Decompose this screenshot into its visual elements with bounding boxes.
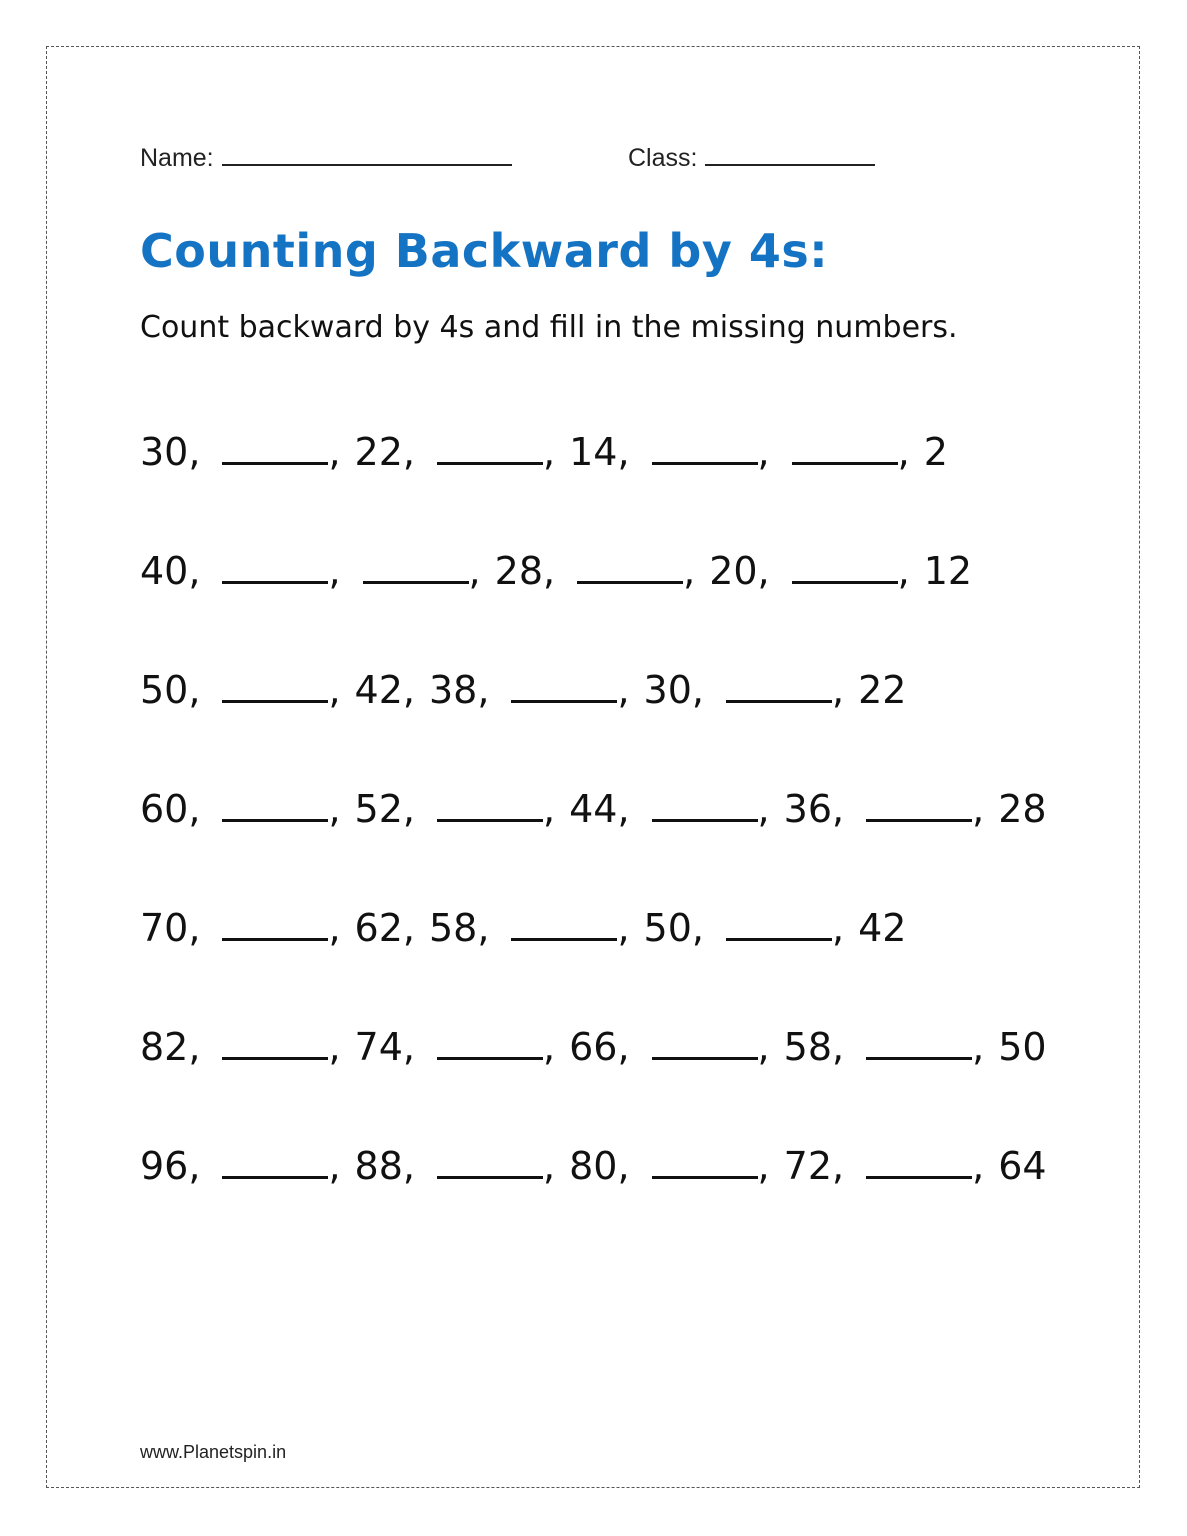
comma-separator: , <box>617 1025 630 1069</box>
sequence-item <box>784 1025 858 1069</box>
answer-blank[interactable] <box>437 1145 543 1179</box>
sequence-row <box>140 1144 1120 1263</box>
answer-blank[interactable] <box>437 431 543 465</box>
sequence-row <box>140 549 1120 668</box>
answer-blank[interactable] <box>363 550 469 584</box>
sequence-number: 44 <box>569 787 618 831</box>
sequence-item-blank <box>718 906 858 950</box>
sequence-number: 30 <box>140 430 189 474</box>
sequence-item <box>140 430 214 474</box>
sequence-item <box>924 549 972 593</box>
sequence-number: 28 <box>494 549 543 593</box>
sequence-item <box>644 906 718 950</box>
sequence-item <box>569 787 643 831</box>
comma-separator: , <box>477 906 490 950</box>
comma-separator: , <box>328 430 341 474</box>
sequence-number: 58 <box>783 1025 832 1069</box>
sequence-item-blank <box>429 1144 569 1188</box>
sequence-row <box>140 787 1120 906</box>
sequence-item <box>998 1025 1046 1069</box>
sequence-number: 12 <box>923 549 973 593</box>
sequence-row <box>140 668 1120 787</box>
sequence-item <box>355 1025 429 1069</box>
sequence-number: 70 <box>140 906 189 950</box>
comma-separator: , <box>757 787 770 831</box>
sequence-item <box>998 1144 1046 1188</box>
sequence-number: 50 <box>140 668 189 712</box>
class-label: Class: <box>628 144 698 172</box>
sequence-item-blank <box>644 787 784 831</box>
answer-blank[interactable] <box>652 431 758 465</box>
answer-blank[interactable] <box>511 907 617 941</box>
sequence-item-blank <box>858 1144 998 1188</box>
sequence-item <box>140 1144 214 1188</box>
comma-separator: , <box>617 668 630 712</box>
comma-separator: , <box>972 1144 985 1188</box>
sequence-number: 80 <box>569 1144 618 1188</box>
sequence-item <box>569 1025 643 1069</box>
answer-blank[interactable] <box>652 1026 758 1060</box>
sequence-number: 2 <box>923 430 948 474</box>
sequence-number: 58 <box>429 906 478 950</box>
sequence-item-blank <box>214 430 354 474</box>
comma-separator: , <box>972 787 985 831</box>
sequence-item-blank <box>429 1025 569 1069</box>
sequence-item-blank <box>214 549 354 593</box>
sequence-item-blank <box>784 549 924 593</box>
sequence-number: 40 <box>140 549 189 593</box>
comma-separator: , <box>897 549 910 593</box>
answer-blank[interactable] <box>222 788 328 822</box>
sequence-item <box>355 668 429 712</box>
answer-blank[interactable] <box>726 669 832 703</box>
comma-separator: , <box>617 1144 630 1188</box>
sequence-number: 64 <box>998 1144 1047 1188</box>
comma-separator: , <box>832 1025 845 1069</box>
name-label: Name: <box>140 144 214 172</box>
sequence-item-blank <box>644 1144 784 1188</box>
answer-blank[interactable] <box>866 1026 972 1060</box>
answer-blank[interactable] <box>222 907 328 941</box>
sequence-item-blank <box>718 668 858 712</box>
sequence-number: 20 <box>709 549 758 593</box>
answer-blank[interactable] <box>866 788 972 822</box>
comma-separator: , <box>683 549 696 593</box>
comma-separator: , <box>328 549 341 593</box>
footer-website: www.Planetspin.in <box>140 1442 287 1462</box>
answer-blank[interactable] <box>652 1145 758 1179</box>
sequence-item-blank <box>214 1144 354 1188</box>
sequence-number: 22 <box>858 668 907 712</box>
comma-separator: , <box>188 549 201 593</box>
comma-separator: , <box>757 1144 770 1188</box>
sequence-item-blank <box>858 787 998 831</box>
sequence-row <box>140 1025 1120 1144</box>
sequence-item-blank <box>503 906 643 950</box>
comma-separator: , <box>832 668 845 712</box>
answer-blank[interactable] <box>511 669 617 703</box>
answer-blank[interactable] <box>866 1145 972 1179</box>
sequence-row <box>140 906 1120 1025</box>
class-blank-line[interactable] <box>705 142 875 166</box>
sequence-item-blank <box>214 787 354 831</box>
answer-blank[interactable] <box>726 907 832 941</box>
comma-separator: , <box>402 787 415 831</box>
sequence-number: 28 <box>998 787 1047 831</box>
comma-separator: , <box>328 1144 341 1188</box>
answer-blank[interactable] <box>437 1026 543 1060</box>
sequence-item-blank <box>644 430 784 474</box>
comma-separator: , <box>188 430 201 474</box>
sequence-number: 42 <box>858 906 907 950</box>
sequence-item <box>998 787 1046 831</box>
comma-separator: , <box>617 906 630 950</box>
sequence-number: 42 <box>354 668 403 712</box>
comma-separator: , <box>617 787 630 831</box>
comma-separator: , <box>543 1025 556 1069</box>
comma-separator: , <box>972 1025 985 1069</box>
comma-separator: , <box>468 549 481 593</box>
comma-separator: , <box>543 549 556 593</box>
answer-blank[interactable] <box>652 788 758 822</box>
sequence-number: 66 <box>569 1025 618 1069</box>
comma-separator: , <box>543 430 556 474</box>
comma-separator: , <box>402 668 415 712</box>
comma-separator: , <box>691 668 704 712</box>
comma-separator: , <box>897 430 910 474</box>
answer-blank[interactable] <box>222 1145 328 1179</box>
sequence-item <box>709 549 783 593</box>
sequence-number: 38 <box>429 668 478 712</box>
comma-separator: , <box>832 1144 845 1188</box>
sequence-item <box>140 668 214 712</box>
sequence-item-blank <box>214 668 354 712</box>
sequence-item <box>858 668 906 712</box>
sequence-item <box>569 430 643 474</box>
comma-separator: , <box>757 430 770 474</box>
comma-separator: , <box>328 1025 341 1069</box>
comma-separator: , <box>188 668 201 712</box>
sequence-item-blank <box>429 787 569 831</box>
name-field <box>140 142 512 173</box>
comma-separator: , <box>402 1025 415 1069</box>
sequence-item <box>569 1144 643 1188</box>
sequence-item <box>644 668 718 712</box>
sequence-number: 82 <box>140 1025 189 1069</box>
sequence-number: 88 <box>354 1144 403 1188</box>
comma-separator: , <box>617 430 630 474</box>
sequence-row <box>140 430 1120 549</box>
sequence-item-blank <box>858 1025 998 1069</box>
comma-separator: , <box>188 1144 201 1188</box>
sequence-item-blank <box>214 1025 354 1069</box>
sequence-item <box>355 1144 429 1188</box>
comma-separator: , <box>188 787 201 831</box>
sequence-item <box>355 906 429 950</box>
comma-separator: , <box>757 1025 770 1069</box>
sequence-item <box>355 430 429 474</box>
answer-blank[interactable] <box>577 550 683 584</box>
sequence-number: 14 <box>569 430 618 474</box>
sequence-number: 50 <box>998 1025 1047 1069</box>
comma-separator: , <box>328 906 341 950</box>
worksheet-title: Counting Backward by 4s: <box>140 224 829 278</box>
sequence-number: 72 <box>783 1144 832 1188</box>
answer-blank[interactable] <box>222 669 328 703</box>
answer-blank[interactable] <box>222 431 328 465</box>
comma-separator: , <box>188 1025 201 1069</box>
worksheet-instruction: Count backward by 4s and fill in the missing numbers. <box>140 310 958 345</box>
sequence-number: 36 <box>783 787 832 831</box>
sequence-number: 52 <box>354 787 403 831</box>
comma-separator: , <box>402 430 415 474</box>
sequence-item <box>429 668 503 712</box>
sequence-item-blank <box>355 549 495 593</box>
comma-separator: , <box>543 787 556 831</box>
sequence-item-blank <box>644 1025 784 1069</box>
comma-separator: , <box>832 787 845 831</box>
sequence-item <box>140 549 214 593</box>
sequence-number: 30 <box>643 668 692 712</box>
sequence-item-blank <box>569 549 709 593</box>
sequence-number: 62 <box>354 906 403 950</box>
sequence-item <box>140 906 214 950</box>
sequence-number: 60 <box>140 787 189 831</box>
sequence-item <box>429 906 503 950</box>
sequence-item <box>495 549 569 593</box>
answer-blank[interactable] <box>222 1026 328 1060</box>
comma-separator: , <box>691 906 704 950</box>
sequence-item <box>858 906 906 950</box>
sequence-number: 74 <box>354 1025 403 1069</box>
comma-separator: , <box>757 549 770 593</box>
sequence-item <box>924 430 948 474</box>
sequence-item <box>784 787 858 831</box>
sequence-number: 96 <box>140 1144 189 1188</box>
sequence-number: 50 <box>643 906 692 950</box>
comma-separator: , <box>832 906 845 950</box>
class-field <box>628 142 875 173</box>
answer-blank[interactable] <box>792 550 898 584</box>
sequence-item-blank <box>784 430 924 474</box>
comma-separator: , <box>543 1144 556 1188</box>
comma-separator: , <box>402 1144 415 1188</box>
comma-separator: , <box>328 787 341 831</box>
comma-separator: , <box>477 668 490 712</box>
comma-separator: , <box>328 668 341 712</box>
answer-blank[interactable] <box>222 550 328 584</box>
sequence-item <box>140 1025 214 1069</box>
answer-blank[interactable] <box>792 431 898 465</box>
name-blank-line[interactable] <box>222 142 512 166</box>
sequence-item-blank <box>214 906 354 950</box>
sequence-item-blank <box>503 668 643 712</box>
sequence-item <box>140 787 214 831</box>
sequence-number: 22 <box>354 430 403 474</box>
sequence-rows <box>140 430 1120 1263</box>
sequence-item <box>355 787 429 831</box>
sequence-item-blank <box>429 430 569 474</box>
comma-separator: , <box>402 906 415 950</box>
answer-blank[interactable] <box>437 788 543 822</box>
sequence-item <box>784 1144 858 1188</box>
comma-separator: , <box>188 906 201 950</box>
